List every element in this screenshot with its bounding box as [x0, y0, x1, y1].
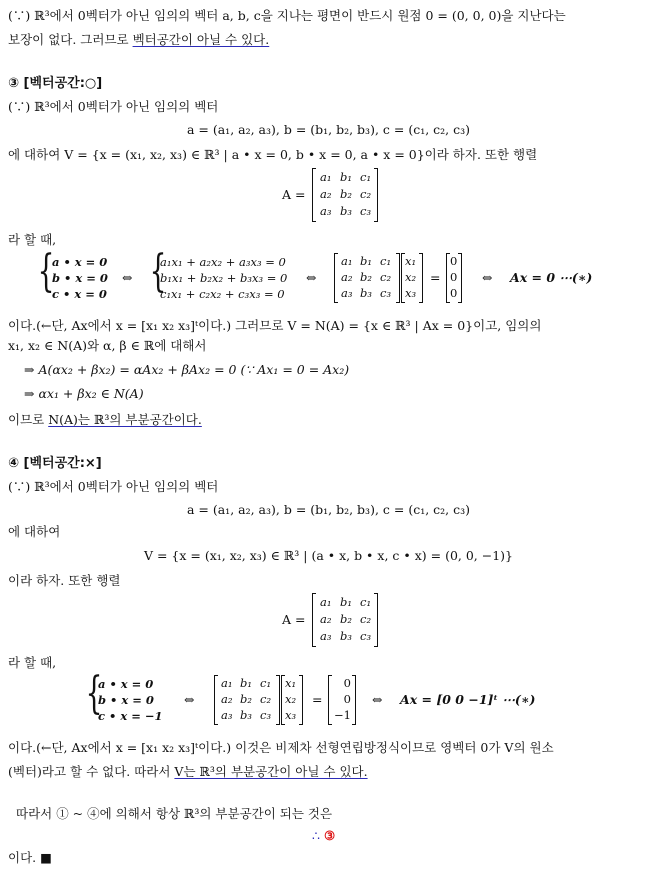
equation: a • x = 0 [98, 677, 154, 691]
matrix-cell: c₃ [260, 708, 272, 722]
equals-sign: = [312, 692, 323, 707]
matrix-cell: a₁ [320, 170, 332, 184]
text-span: 이므로 [8, 412, 49, 427]
matrix-cell: a₁ [341, 254, 353, 268]
matrix-cell: c₁ [360, 595, 372, 609]
text-line: 따라서 ① ~ ④에 의해서 항상 ℝ³의 부분공간이 되는 것은 [16, 806, 333, 821]
vector-entry: x₁ [285, 676, 297, 690]
iff-arrow: ⇔ [122, 270, 133, 285]
matrix-cell: a₂ [221, 692, 233, 706]
vector-entry: x₃ [285, 708, 297, 722]
matrix-cell: a₃ [341, 286, 353, 300]
equation: c₁x₁ + c₂x₂ + c₃x₃ = 0 [160, 287, 285, 301]
equation: c • x = −1 [98, 709, 163, 723]
equation: b • x = 0 [98, 693, 154, 707]
matrix-cell: c₃ [360, 204, 372, 218]
matrix-cell: c₁ [260, 676, 272, 690]
text-line: 라 할 때, [8, 655, 57, 670]
matrix-cell: c₁ [380, 254, 392, 268]
left-brace: { [37, 246, 55, 297]
matrix-cell: a₁ [320, 595, 332, 609]
text-line: 라 할 때, [8, 232, 57, 247]
matrix-cell: b₁ [360, 254, 372, 268]
iff-arrow: ⇔ [482, 270, 493, 285]
zero-vector [446, 253, 462, 303]
result-equation: Ax = 0 ⋯(∗) [510, 270, 593, 285]
matrix-cell: c₂ [260, 692, 272, 706]
vector-entry: x₃ [405, 286, 417, 300]
underlined-conclusion: 벡터공간이 아닐 수 있다. [132, 32, 270, 47]
iff-arrow: ⇔ [184, 692, 195, 707]
answer [312, 828, 335, 844]
iff-arrow: ⇔ [372, 692, 383, 707]
matrix-cell: c₂ [360, 187, 372, 201]
matrix-cell: b₂ [360, 270, 372, 284]
vector-entry: x₁ [405, 254, 417, 268]
rhs-vector [328, 675, 356, 725]
vector-entry: 0 [343, 692, 351, 706]
matrix-cell: b₃ [360, 286, 372, 300]
matrix-cell: a₃ [320, 629, 332, 643]
implication: ⇒ A(αx₂ + βx₂) = αAx₂ + βAx₂ = 0 (∵ Ax₁ = 0 = Ax₂) [24, 362, 350, 377]
result-equation: Ax = [0 0 −1]ᵗ ⋯(∗) [400, 692, 536, 707]
set-definition: 에 대하여 V = {x = (x₁, x₂, x₃) ∈ ℝ³ | a • x = 0, b • x = 0, a • x = 0}이라 하자. 또한 행렬 [8, 147, 538, 162]
note-line: x₁, x₂ ∈ N(A)와 α, β ∈ ℝ에 대해서 [8, 338, 207, 353]
vector-entry: 0 [450, 270, 458, 284]
text-line [8, 764, 368, 780]
left-brace: { [85, 668, 103, 719]
matrix-a [312, 593, 378, 647]
matrix-cell: a₂ [320, 187, 332, 201]
vector-entry: x₂ [405, 270, 417, 284]
note-line: 이다.(←단, Ax에서 x = [x₁ x₂ x₃]ᵗ이다.) 그러므로 V = N(A) = {x ∈ ℝ³ | Ax = 0}이고, 임의의 [8, 318, 542, 333]
note-line: 이다.(←단, Ax에서 x = [x₁ x₂ x₃]ᵗ이다.) 이것은 비제차 선형연립방정식이므로 영벡터 0가 V의 원소 [8, 740, 554, 755]
left-brace: { [149, 246, 167, 297]
matrix-cell: a₃ [320, 204, 332, 218]
matrix-cell: b₂ [240, 692, 252, 706]
matrix-cell: a₁ [221, 676, 233, 690]
underlined-conclusion: N(A)는 ℝ³의 부분공간이다. [48, 412, 202, 427]
coefficient-matrix [214, 675, 280, 725]
text-line: (∵) ℝ³에서 0벡터가 아닌 임의의 벡터 [8, 479, 219, 494]
answer-choice: ③ [323, 828, 336, 843]
matrix-cell: b₂ [340, 187, 352, 201]
vector-definitions: a = (a₁, a₂, a₃), b = (b₁, b₂, b₃), c = (c₁, c₂, c₃) [186, 122, 470, 137]
section-3-heading: ③ [벡터공간:○] [8, 76, 103, 91]
equation: b • x = 0 [52, 271, 108, 285]
x-vector [281, 675, 303, 725]
text-line [8, 412, 202, 428]
equation: a₁x₁ + a₂x₂ + a₃x₃ = 0 [160, 255, 286, 269]
matrix-label: A = [282, 612, 306, 627]
text-line: 에 대하여 [8, 524, 61, 539]
text-line: (∵) ℝ³에서 0벡터가 아닌 임의의 벡터 [8, 99, 219, 114]
underlined-conclusion: V는 ℝ³의 부분공간이 아닐 수 있다. [174, 764, 368, 779]
section-4-heading: ④ [벡터공간:×] [8, 456, 102, 471]
text-line: 이라 하자. 또한 행렬 [8, 573, 121, 588]
vector-entry: 0 [450, 286, 458, 300]
equation: a • x = 0 [52, 255, 108, 269]
matrix-cell: c₂ [360, 612, 372, 626]
matrix-cell: c₂ [380, 270, 392, 284]
equation: c • x = 0 [52, 287, 107, 301]
matrix-cell: a₂ [341, 270, 353, 284]
text-line: 이다. ■ [8, 850, 52, 865]
therefore-sign: ∴ [312, 828, 324, 843]
matrix-cell: a₂ [320, 612, 332, 626]
matrix-label: A = [282, 187, 306, 202]
matrix-cell: c₃ [360, 629, 372, 643]
text-span: 보장이 없다. 그러므로 [8, 32, 133, 47]
vector-definitions: a = (a₁, a₂, a₃), b = (b₁, b₂, b₃), c = (c₁, c₂, c₃) [186, 502, 470, 517]
coefficient-matrix [334, 253, 400, 303]
implication: ⇒ αx₁ + βx₂ ∈ N(A) [24, 386, 144, 401]
matrix-cell: b₁ [340, 170, 352, 184]
text-line: (∵) ℝ³에서 0벡터가 아닌 임의의 벡터 a, b, c을 지나는 평면이 반드시 원점 0 = (0, 0, 0)을 지난다는 [8, 8, 566, 23]
vector-entry: 0 [343, 676, 351, 690]
vector-entry: −1 [334, 708, 351, 722]
matrix-cell: b₃ [240, 708, 252, 722]
matrix-a [312, 168, 378, 222]
x-vector [401, 253, 423, 303]
text-span: (벡터)라고 할 수 없다. 따라서 [8, 764, 175, 779]
vector-entry: 0 [450, 254, 458, 268]
vector-entry: x₂ [285, 692, 297, 706]
matrix-cell: b₁ [340, 595, 352, 609]
matrix-cell: c₁ [360, 170, 372, 184]
matrix-cell: b₃ [340, 204, 352, 218]
equals-sign: = [430, 270, 441, 285]
matrix-cell: b₁ [240, 676, 252, 690]
matrix-cell: c₃ [380, 286, 392, 300]
matrix-cell: a₃ [221, 708, 233, 722]
iff-arrow: ⇔ [306, 270, 317, 285]
matrix-cell: b₂ [340, 612, 352, 626]
matrix-cell: b₃ [340, 629, 352, 643]
set-definition: V = {x = (x₁, x₂, x₃) ∈ ℝ³ | (a • x, b • x, c • x) = (0, 0, −1)} [143, 548, 514, 563]
text-line [8, 32, 269, 48]
equation: b₁x₁ + b₂x₂ + b₃x₃ = 0 [160, 271, 288, 285]
